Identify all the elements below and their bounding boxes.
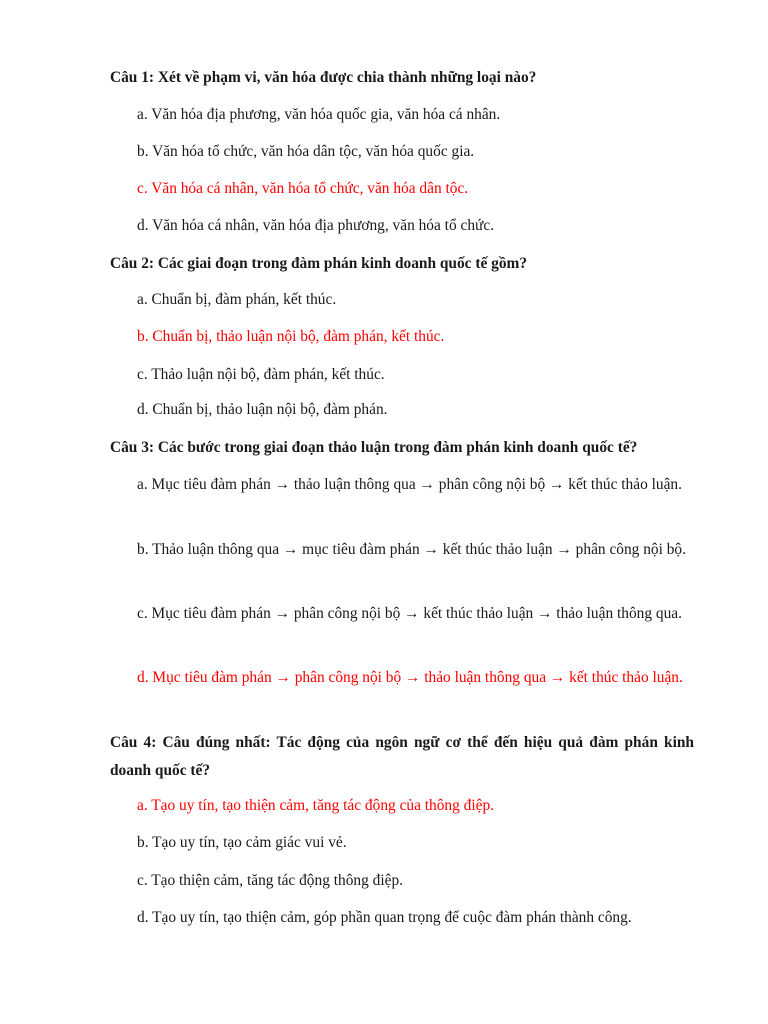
- question-2-option-a: a. Chuẩn bị, đàm phán, kết thúc.: [137, 291, 337, 308]
- question-4-option-d: d. Tạo uy tín, tạo thiện cảm, góp phần quan trọng để cuộc đàm phán thành công.: [137, 909, 632, 926]
- question-1-option-a: a. Văn hóa địa phương, văn hóa quốc gia, văn hóa cá nhân.: [137, 106, 501, 123]
- question-2-option-d: d. Chuẩn bị, thảo luận nội bộ, đàm phán.: [137, 401, 388, 418]
- question-2-option-c: c. Thảo luận nội bộ, đàm phán, kết thúc.: [137, 366, 385, 383]
- question-3-option-d-correct: d. Mục tiêu đàm phán → phân công nội bộ → thảo luận thông qua → kết thúc thảo luận.: [137, 669, 683, 686]
- question-1: Câu 1: Xét về phạm vi, văn hóa được chia thành những loại nào?: [110, 69, 537, 86]
- question-3: Câu 3: Các bước trong giai đoạn thảo luận trong đàm phán kinh doanh quốc tế?: [110, 439, 638, 456]
- question-3-option-b: b. Thảo luận thông qua → mục tiêu đàm phán → kết thúc thảo luận → phân công nội bộ.: [137, 541, 686, 558]
- question-1-option-c-correct: c. Văn hóa cá nhân, văn hóa tổ chức, văn hóa dân tộc.: [137, 180, 469, 197]
- question-3-option-a: a. Mục tiêu đàm phán → thảo luận thông qua → phân công nội bộ → kết thúc thảo luận.: [137, 476, 682, 493]
- question-4-option-b: b. Tạo uy tín, tạo cảm giác vui vẻ.: [137, 834, 347, 851]
- question-1-option-d: d. Văn hóa cá nhân, văn hóa địa phương, văn hóa tổ chức.: [137, 217, 495, 234]
- question-4-option-c: c. Tạo thiện cảm, tăng tác động thông điệp.: [137, 872, 403, 889]
- question-4-option-a-correct: a. Tạo uy tín, tạo thiện cảm, tăng tác động của thông điệp.: [137, 797, 495, 814]
- question-4: Câu 4: Câu đúng nhất: Tác động của ngôn ngữ cơ thể đến hiệu quả đàm phán kinh doanh quốc tế?: [110, 734, 694, 779]
- question-3-option-c: c. Mục tiêu đàm phán → phân công nội bộ → kết thúc thảo luận → thảo luận thông qua.: [137, 605, 682, 622]
- question-2-option-b-correct: b. Chuẩn bị, thảo luận nội bộ, đàm phán, kết thúc.: [137, 328, 445, 345]
- question-2: Câu 2: Các giai đoạn trong đàm phán kinh doanh quốc tế gồm?: [110, 255, 528, 272]
- question-1-option-b: b. Văn hóa tổ chức, văn hóa dân tộc, văn hóa quốc gia.: [137, 143, 475, 160]
